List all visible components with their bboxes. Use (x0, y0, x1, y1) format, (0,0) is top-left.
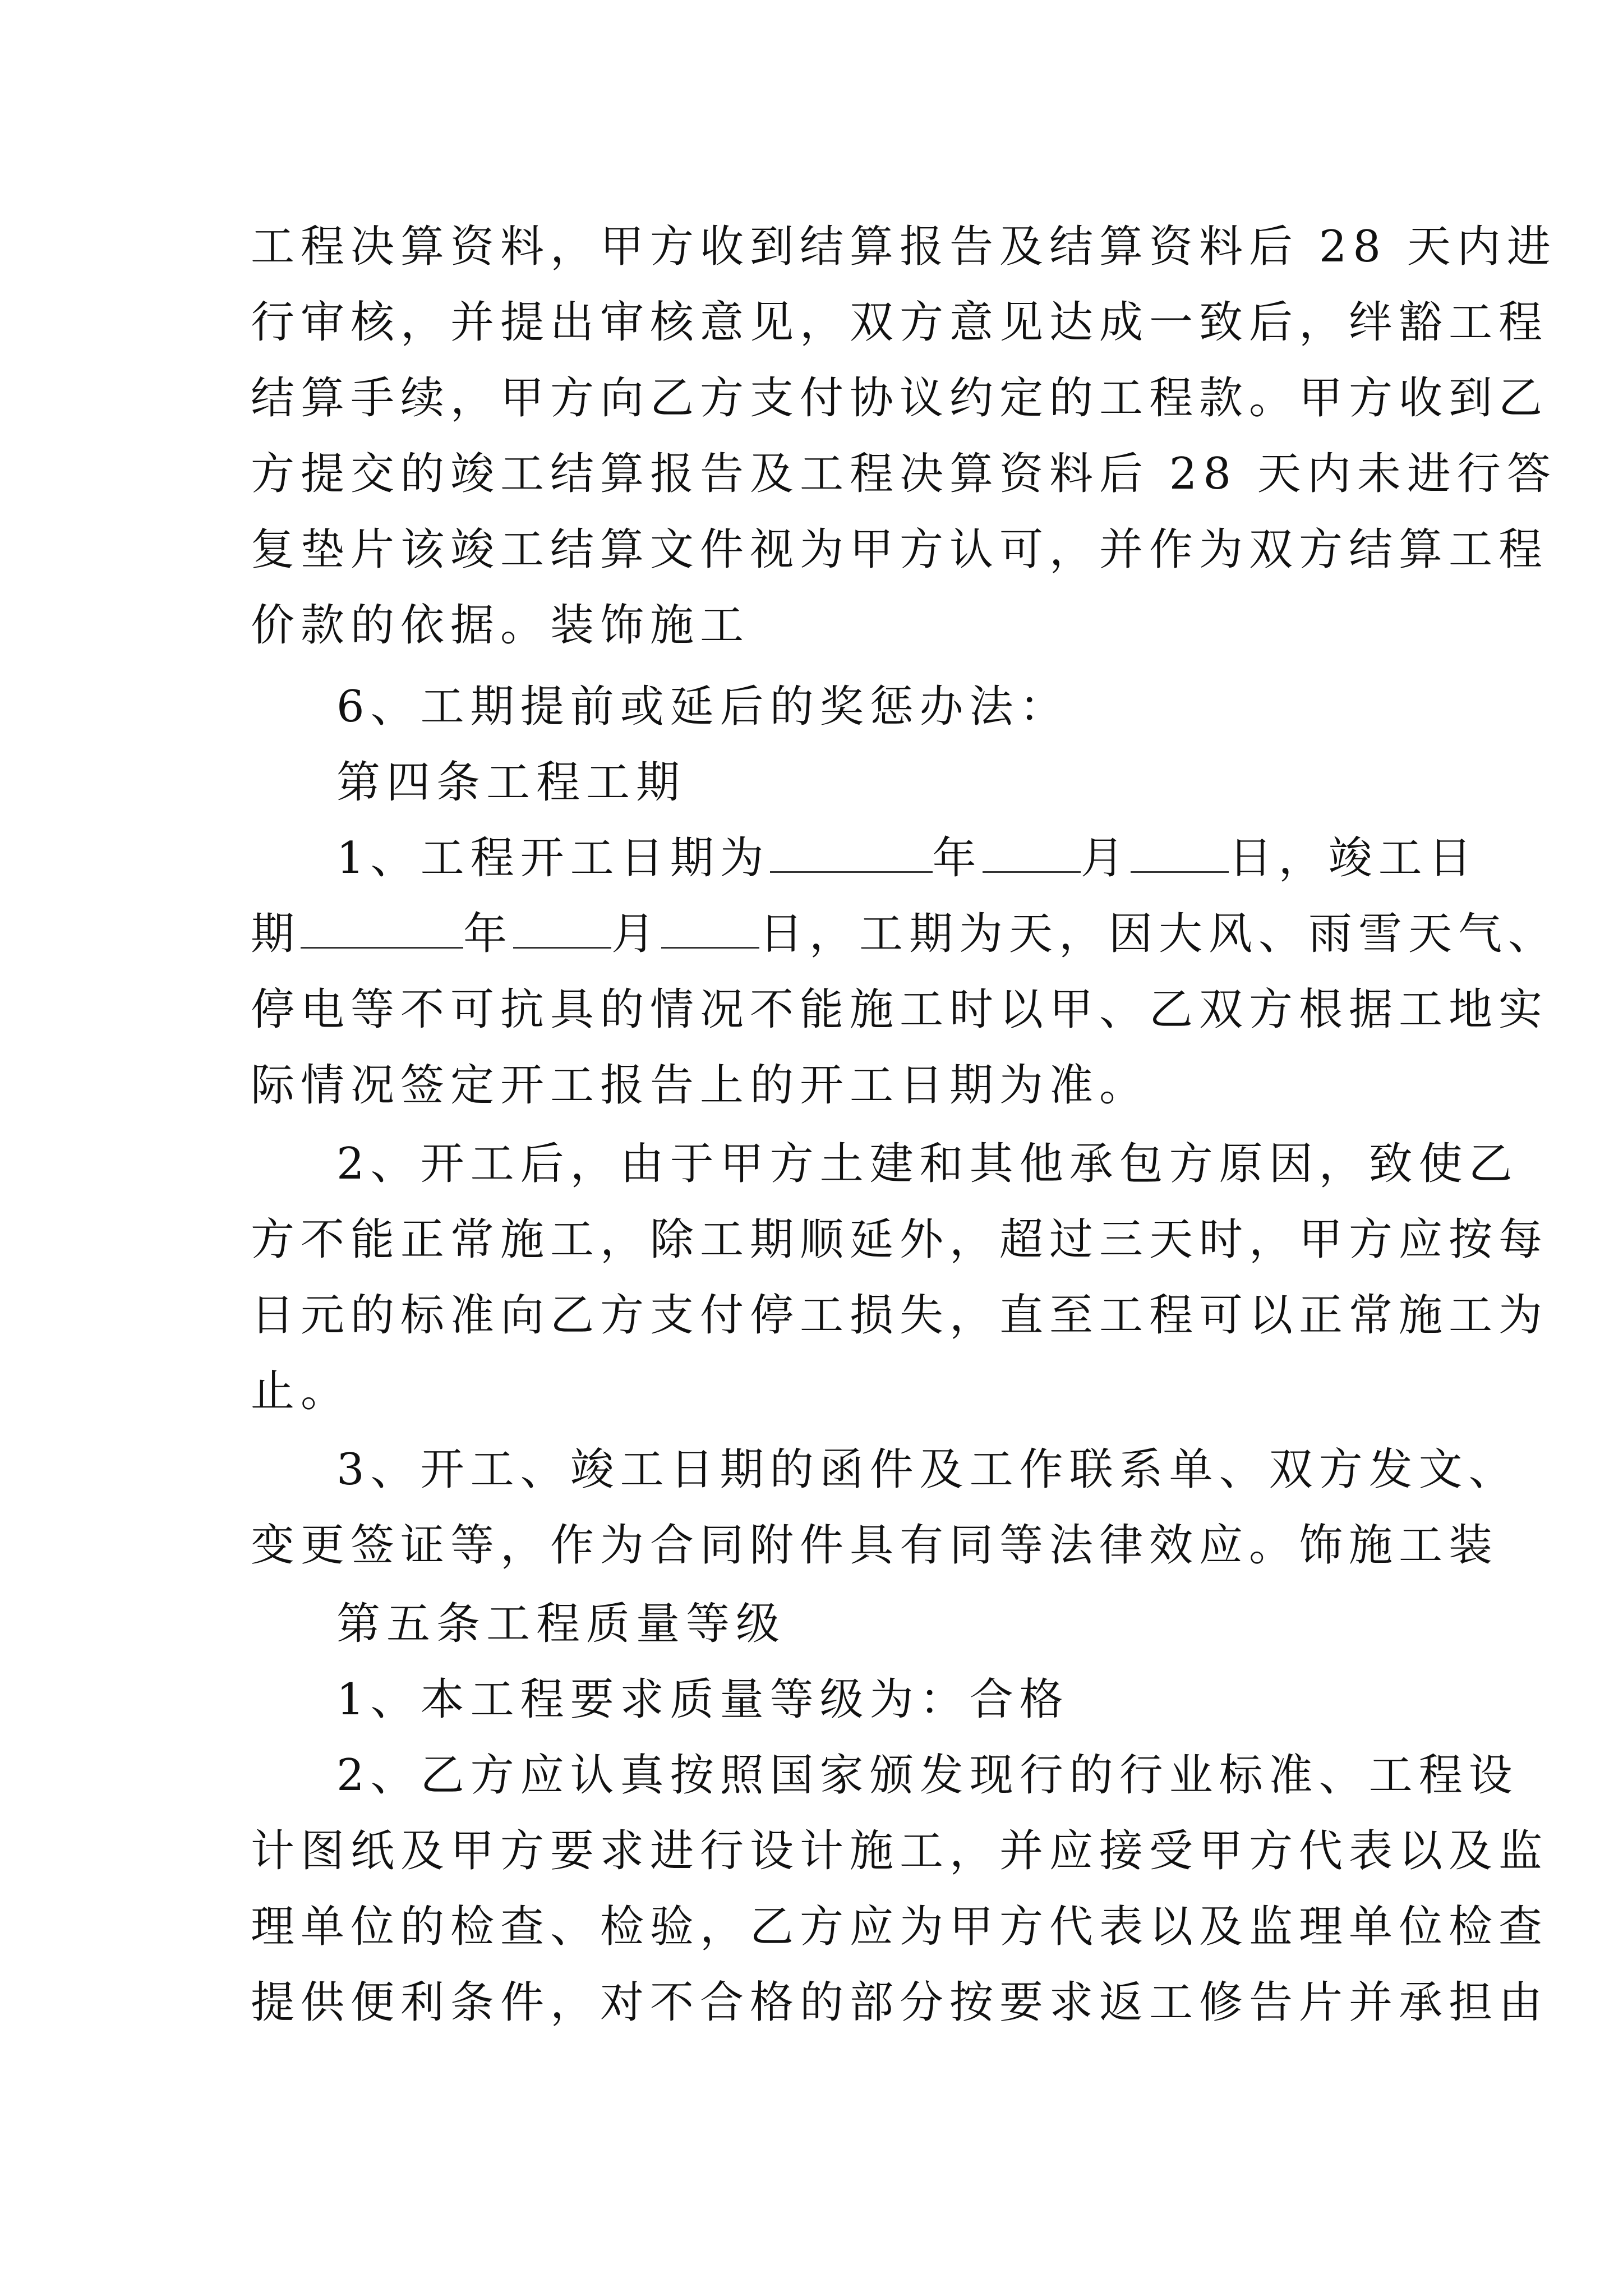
article-heading: 第四条工程工期 (336, 757, 686, 808)
date-prefix: 期 (251, 909, 301, 959)
paragraph-line: 结算手续，甲方向乙方支付协议约定的工程款。甲方收到乙 (251, 373, 1549, 424)
paragraph-line: 方提交的竣工结算报告及工程决算资料后 28 天内未进行答 (251, 449, 1557, 499)
year-label: 年 (463, 909, 514, 959)
paragraph-line: 方不能正常施工，除工期顺延外，超过三天时，甲方应按每 (251, 1214, 1549, 1265)
paragraph-line: 理单位的检查、检验，乙方应为甲方代表以及监理单位检查 (251, 1902, 1549, 1952)
paragraph-line: 提供便利条件，对不合格的部分按要求返工修告片并承担由 (251, 1977, 1549, 2028)
clause-heading: 6、工期提前或延后的奖惩办法： (336, 682, 1069, 732)
year-blank (301, 908, 463, 949)
day-blank (661, 908, 759, 949)
paragraph-line: 1、本工程要求质量等级为：合格 (336, 1674, 1069, 1725)
year-blank (770, 832, 933, 873)
paragraph-line: 际情况签定开工报告上的开工日期为准。 (251, 1060, 1150, 1111)
day-blank (1131, 832, 1229, 873)
paragraph-line: 止。 (251, 1366, 351, 1416)
paragraph-line: 2、乙方应认真按照国家颁发现行的行业标准、工程设 (336, 1750, 1519, 1801)
paragraph-line: 变更签证等，作为合同附件具有同等法律效应。饰施工装 (251, 1520, 1499, 1571)
paragraph-line: 行审核，并提出审核意见，双方意见达成一致后，绊豁工程 (251, 297, 1549, 348)
month-label: 月 (1080, 833, 1131, 884)
paragraph-line: 计图纸及甲方要求进行设计施工，并应接受甲方代表以及监 (251, 1826, 1549, 1876)
article-heading: 第五条工程质量等级 (336, 1599, 786, 1649)
paragraph-line: 复垫片该竣工结算文件视为甲方认可，并作为双方结算工程 (251, 524, 1549, 575)
year-label: 年 (932, 833, 983, 884)
paragraph-line: 价款的依据。装饰施工 (251, 600, 750, 651)
paragraph-line: 工程决算资料，甲方收到结算报告及结算资料后 28 天内进 (251, 222, 1557, 272)
month-blank (983, 832, 1081, 873)
paragraph-line: 停电等不可抗具的情况不能施工时以甲、乙双方根据工地实 (251, 984, 1549, 1035)
month-label: 月 (611, 909, 662, 959)
paragraph-line: 3、开工、竣工日期的函件及工作联系单、双方发文、 (336, 1444, 1519, 1495)
date-suffix: 日，工期为天，因大风、雨雪天气、 (759, 909, 1559, 959)
date-line-end (251, 906, 1558, 962)
paragraph-line: 日元的标准向乙方支付停工损失，直至工程可以正常施工为 (251, 1290, 1549, 1341)
date-prefix: 1、工程开工日期为 (336, 833, 770, 884)
month-blank (513, 908, 611, 949)
paragraph-line: 2、开工后，由于甲方土建和其他承包方原因，致使乙 (336, 1139, 1519, 1189)
date-line-start (336, 830, 1478, 886)
day-suffix: 日，竣工日 (1228, 833, 1478, 884)
